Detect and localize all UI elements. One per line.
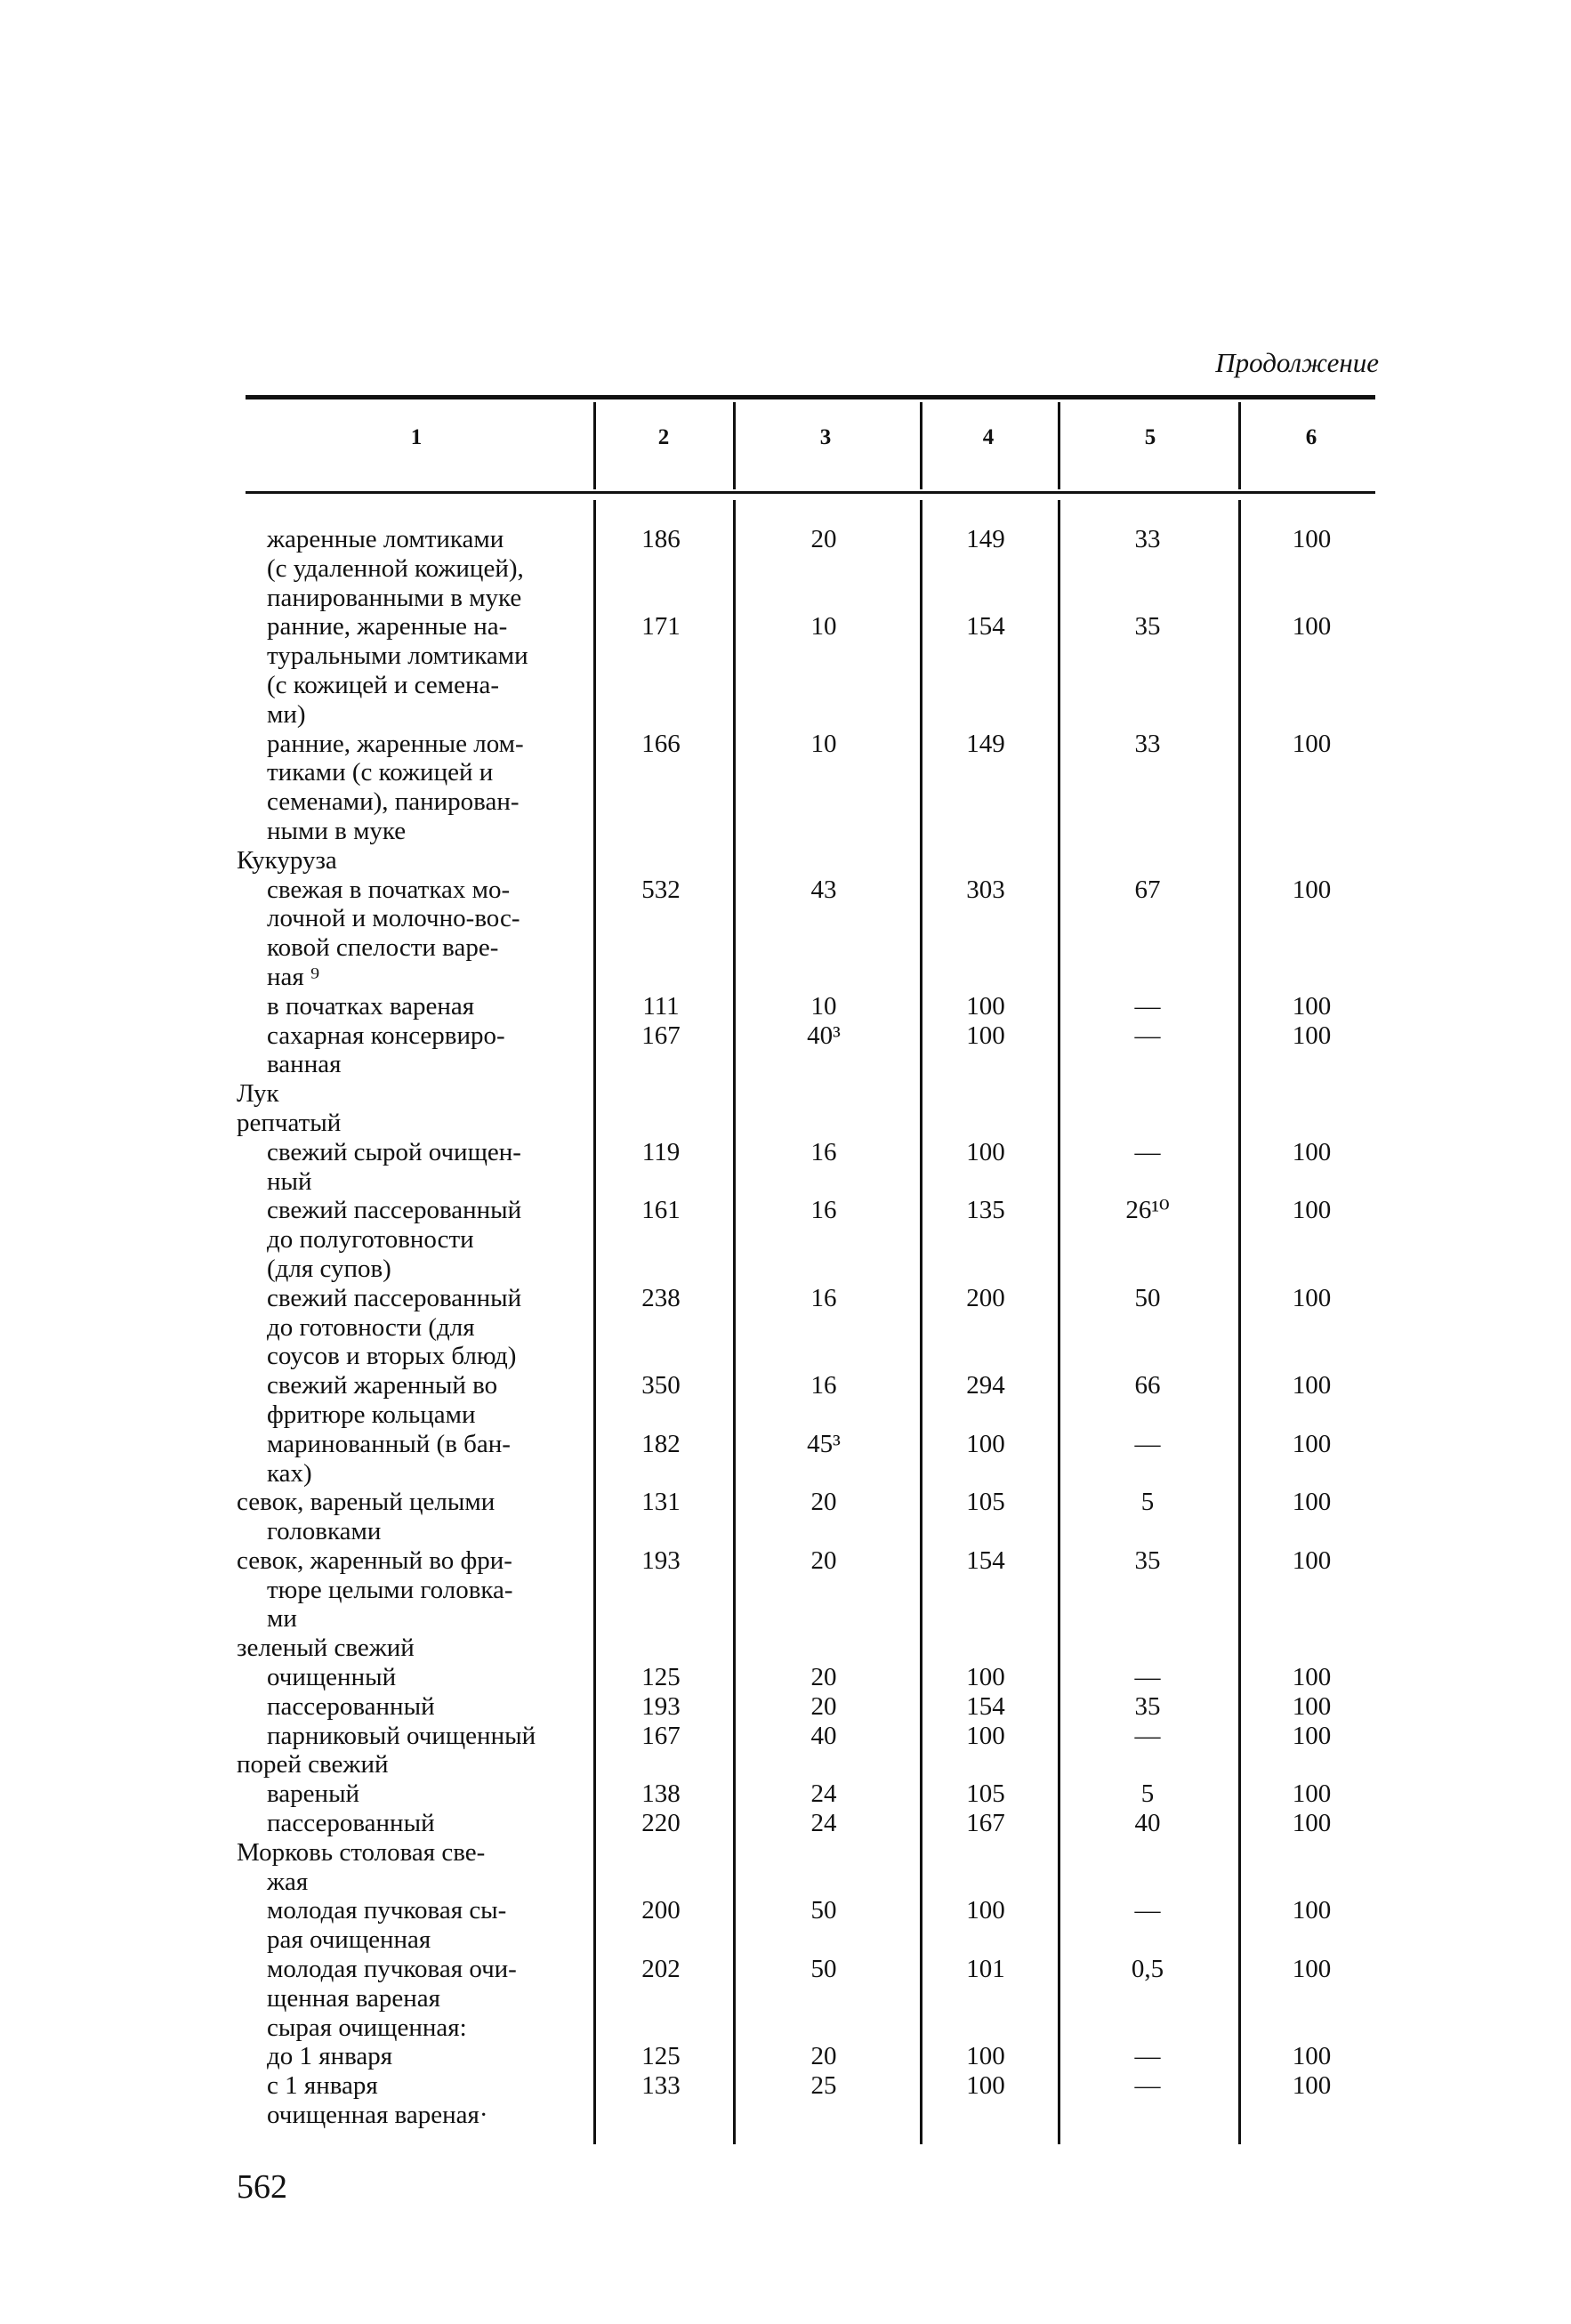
value-c4 [915,846,1056,876]
product-name-line: севок, вареный целыми [237,1488,495,1517]
product-name-line: свежая в початках мо- [267,875,511,904]
value-c6: 100 [1292,1663,1332,1692]
value-c4 [915,1750,1056,1779]
product-name-line: ная ⁹ [267,962,320,991]
product-name-line: тюре целыми головка- [267,1575,513,1604]
value-c2: 161 [641,1196,681,1225]
product-name-line: ми) [267,699,306,729]
value-c3 [732,1634,915,1663]
value-c5: 5 [1140,1488,1155,1517]
product-name [237,846,590,876]
value-c5: 40 [1134,1809,1161,1838]
value-c3: 20 [810,1488,837,1517]
value-c4: 101 [966,1955,1005,1984]
value-c2: 186 [641,525,681,553]
product-name-line: тиками (с кожицей и [267,758,494,787]
product-name-line: до готовности (для [267,1312,475,1342]
value-c5: — [1134,991,1161,1021]
product-name-line: зеленый свежий [237,1634,415,1663]
value-c4: 149 [966,729,1005,758]
product-name-line: пассерованный [267,1691,435,1721]
table-top-rule [246,395,1375,399]
value-c5: 33 [1134,729,1161,758]
product-name-line: очищенная вареная· [267,2101,488,2130]
product-name-line: свежий жаренный во [267,1371,498,1400]
product-name [237,1838,590,1897]
value-c3: 20 [810,1545,837,1575]
value-c3 [732,846,915,876]
value-c4: 303 [966,875,1005,904]
product-name-line: свежий сырой очищен- [267,1137,521,1166]
value-c6: 100 [1292,1283,1332,1312]
value-c5: — [1134,2071,1161,2101]
value-c2: 125 [641,1663,681,1692]
product-name-line: (с удаленной кожицей), [267,553,524,583]
value-c5 [1056,1079,1239,1109]
value-c6: 100 [1292,1779,1332,1809]
value-c6 [1239,1109,1384,1138]
value-c4: 100 [966,1896,1005,1925]
product-name-line: молодая пучковая сы- [267,1896,507,1925]
product-name [237,1955,590,2013]
value-c5: 26¹⁰ [1125,1196,1170,1225]
product-name [237,2013,590,2043]
value-c5: 35 [1134,1691,1161,1721]
value-c6: 100 [1292,1371,1332,1400]
product-name [237,1488,590,1546]
continuation-caption: Продолжение [1215,347,1379,378]
value-c3 [732,2101,915,2130]
product-name-line: до полуготовности [267,1225,474,1255]
value-c6: 100 [1292,1021,1332,1050]
product-name [237,1779,590,1809]
product-name-line: ными в муке [267,816,407,845]
value-c4: 149 [966,525,1005,553]
value-c4 [915,2013,1056,2043]
product-name-line: сырая очищенная: [267,2013,467,2042]
value-c5: 5 [1140,1779,1155,1809]
header-bottom-rule [246,491,1375,494]
product-name-line: Кукуруза [237,845,337,875]
value-c6: 100 [1292,729,1332,758]
value-c6: 100 [1292,1429,1332,1458]
value-c4: 294 [966,1371,1005,1400]
table-row [237,1284,1384,1371]
header-col-5: 5 [1144,425,1156,449]
value-c6: 100 [1292,1896,1332,1925]
value-c4: 100 [966,1663,1005,1692]
product-name [237,1021,590,1080]
value-c2 [590,846,732,876]
table-row [237,1838,1384,1897]
value-c4: 135 [966,1196,1005,1225]
value-c6: 100 [1292,1809,1332,1838]
product-name-line: головками [267,1517,382,1546]
value-c2: 131 [641,1488,681,1517]
value-c3: 50 [810,1896,837,1925]
table-row [237,1371,1384,1430]
product-name-line: маринованный (в бан- [267,1429,511,1458]
value-c2: 166 [641,729,681,758]
product-name-line: порей свежий [237,1750,389,1779]
value-c5: — [1134,1896,1161,1925]
value-c4: 100 [966,1021,1005,1050]
product-name-line: Лук [237,1079,279,1109]
value-c3: 10 [810,729,837,758]
column-divider [593,402,596,489]
product-name [237,1896,590,1955]
product-name [237,1634,590,1663]
value-c6: 100 [1292,1196,1332,1225]
product-name-line: соусов и вторых блюд) [267,1342,517,1371]
value-c6 [1239,2101,1384,2130]
product-name-line: щенная вареная [267,1983,440,2013]
value-c3: 50 [810,1955,837,1984]
value-c2 [590,1109,732,1138]
table-row [237,846,1384,876]
product-name [237,1109,590,1138]
value-c2: 171 [641,612,681,642]
product-name-line: ранние, жаренные лом- [267,729,524,758]
value-c4: 100 [966,1429,1005,1458]
table-row [237,525,1384,612]
table-row [237,1692,1384,1722]
value-c3: 10 [810,612,837,642]
product-name-line: семенами), панирован- [267,787,520,817]
table-row [237,1430,1384,1489]
value-c5: 50 [1134,1283,1161,1312]
table-row [237,1750,1384,1779]
value-c5: — [1134,1721,1161,1750]
value-c2 [590,1634,732,1663]
value-c6: 100 [1292,1691,1332,1721]
value-c6 [1239,1079,1384,1109]
value-c3 [732,1838,915,1897]
table-row [237,730,1384,846]
table-row [237,992,1384,1021]
value-c4: 100 [966,2042,1005,2071]
product-name [237,612,590,729]
value-c3: 20 [810,1663,837,1692]
value-c5: 33 [1134,525,1161,553]
value-c3: 20 [810,1691,837,1721]
table-row [237,1896,1384,1955]
value-c5: — [1134,1429,1161,1458]
value-c4: 154 [966,1545,1005,1575]
product-name-line: в початках вареная [267,991,475,1021]
value-c2 [590,1750,732,1779]
value-c3: 40³ [807,1021,841,1050]
value-c2: 532 [641,875,681,904]
value-c2: 200 [641,1896,681,1925]
value-c3: 24 [810,1779,837,1809]
value-c2: 133 [641,2071,681,2101]
page-number: 562 [237,2168,287,2206]
value-c6: 100 [1292,991,1332,1021]
value-c5: — [1134,1663,1161,1692]
value-c4: 200 [966,1283,1005,1312]
value-c3 [732,2013,915,2043]
value-c4: 100 [966,2071,1005,2101]
product-name [237,1079,590,1109]
value-c5: 35 [1134,1545,1161,1575]
value-c2 [590,1079,732,1109]
value-c4: 154 [966,1691,1005,1721]
value-c6 [1239,2013,1384,2043]
value-c4 [915,1838,1056,1897]
product-name [237,1722,590,1751]
value-c3: 20 [810,525,837,553]
value-c5 [1056,2013,1239,2043]
table-row [237,2071,1384,2101]
value-c6 [1239,1634,1384,1663]
product-name [237,2071,590,2101]
product-name-line: туральными ломтиками [267,642,528,671]
product-name [237,1430,590,1489]
value-c2 [590,2101,732,2130]
value-c3: 10 [810,991,837,1021]
value-c5: — [1134,1137,1161,1166]
value-c3: 20 [810,2042,837,2071]
value-c2: 193 [641,1545,681,1575]
product-name-line: (с кожицей и семена- [267,670,500,699]
product-name-line: жая [267,1867,309,1896]
product-name [237,1663,590,1692]
value-c6 [1239,846,1384,876]
value-c5: — [1134,2042,1161,2071]
value-c3: 16 [810,1283,837,1312]
value-c5: 67 [1134,875,1161,904]
value-c2: 238 [641,1283,681,1312]
value-c5: 35 [1134,612,1161,642]
value-c6 [1239,1750,1384,1779]
value-c5: 0,5 [1131,1955,1164,1984]
value-c5 [1056,2101,1239,2130]
value-c2: 138 [641,1779,681,1809]
table-row [237,2013,1384,2043]
header-col-4: 4 [982,425,995,449]
product-name-line: свежий пассерованный [267,1283,522,1312]
table-row [237,1079,1384,1109]
product-name-line: севок, жаренный во фри- [237,1545,512,1575]
value-c2: 182 [641,1429,681,1458]
product-name [237,1546,590,1634]
table-row [237,1955,1384,2013]
value-c6: 100 [1292,2042,1332,2071]
product-name-line: лочной и молочно-вос- [267,904,520,933]
value-c3: 45³ [807,1429,841,1458]
column-divider [1238,402,1241,489]
table-row [237,1546,1384,1634]
product-name-line: ванная [267,1050,342,1079]
product-name-line: Морковь столовая све- [237,1837,486,1867]
value-c3: 24 [810,1809,837,1838]
value-c4: 105 [966,1779,1005,1809]
product-name-line: ранние, жаренные на- [267,612,508,642]
product-name [237,1692,590,1722]
value-c4 [915,2101,1056,2130]
value-c2: 220 [641,1809,681,1838]
value-c6: 100 [1292,875,1332,904]
value-c5: 66 [1134,1371,1161,1400]
value-c2: 167 [641,1021,681,1050]
data-table [237,525,1384,2130]
table-row [237,1809,1384,1838]
product-name-line: репчатый [237,1108,342,1137]
value-c3 [732,1079,915,1109]
header-col-3: 3 [819,425,832,449]
value-c2: 119 [641,1137,681,1166]
value-c2 [590,1838,732,1897]
column-divider [733,402,736,489]
product-name-line: (для супов) [267,1254,391,1283]
value-c3: 16 [810,1371,837,1400]
value-c3 [732,1750,915,1779]
value-c3: 16 [810,1196,837,1225]
value-c5: — [1134,1021,1161,1050]
product-name-line: парниковый очищенный [267,1721,536,1750]
table-row [237,1634,1384,1663]
product-name-line: ми [267,1604,297,1634]
header-col-6: 6 [1305,425,1317,449]
table-body [237,525,1384,2130]
product-name [237,1196,590,1283]
product-name-line: ный [267,1166,312,1196]
product-name-line: ковой спелости варе- [267,933,499,963]
product-name-line: вареный [267,1779,360,1809]
product-name-line: свежий пассерованный [267,1196,522,1225]
table-row [237,1722,1384,1751]
table-row [237,1138,1384,1197]
value-c4: 100 [966,1721,1005,1750]
header-col-2: 2 [657,425,670,449]
product-name-line: молодая пучковая очи- [267,1955,517,1984]
table-row [237,876,1384,992]
product-name [237,1750,590,1779]
product-name [237,2042,590,2071]
value-c3: 40 [810,1721,837,1750]
value-c2: 167 [641,1721,681,1750]
value-c4 [915,1634,1056,1663]
product-name [237,1284,590,1371]
value-c5 [1056,846,1239,876]
table-row [237,1779,1384,1809]
product-name [237,1138,590,1197]
value-c6: 100 [1292,1545,1332,1575]
table-row [237,2042,1384,2071]
product-name [237,876,590,992]
table-row [237,1021,1384,1080]
value-c6: 100 [1292,1137,1332,1166]
table-row [237,2101,1384,2130]
value-c3: 16 [810,1137,837,1166]
value-c3 [732,1109,915,1138]
value-c3: 25 [810,2071,837,2101]
header-col-1: 1 [410,425,423,449]
product-name-line: жаренные ломтиками [267,525,504,553]
product-name-line: панированными в муке [267,583,522,612]
value-c2: 202 [641,1955,681,1984]
product-name-line: фритюре кольцами [267,1400,476,1429]
value-c6: 100 [1292,1721,1332,1750]
product-name-line: сахарная консервиро- [267,1021,505,1050]
value-c4: 154 [966,612,1005,642]
value-c5 [1056,1109,1239,1138]
value-c4: 100 [966,1137,1005,1166]
product-name [237,1371,590,1430]
value-c4: 100 [966,991,1005,1021]
value-c5 [1056,1838,1239,1897]
product-name-line: до 1 января [267,2042,393,2071]
product-name [237,1809,590,1838]
product-name [237,730,590,846]
value-c4: 105 [966,1488,1005,1517]
value-c2: 350 [641,1371,681,1400]
value-c5 [1056,1750,1239,1779]
product-name-line: пассерованный [267,1809,435,1838]
value-c6: 100 [1292,2071,1332,2101]
value-c6: 100 [1292,612,1332,642]
value-c6: 100 [1292,1488,1332,1517]
product-name [237,992,590,1021]
product-name-line: с 1 января [267,2071,378,2101]
product-name-line: очищенный [267,1663,397,1692]
column-divider [920,402,922,489]
value-c4 [915,1109,1056,1138]
value-c3: 43 [810,875,837,904]
value-c2: 125 [641,2042,681,2071]
table-row [237,1196,1384,1283]
value-c4: 167 [966,1809,1005,1838]
product-name-line: рая очищенная [267,1925,431,1955]
product-name-line: ках) [267,1458,312,1488]
table-row [237,1488,1384,1546]
table-row [237,612,1384,729]
product-name [237,2101,590,2130]
value-c4 [915,1079,1056,1109]
column-divider [1058,402,1060,489]
value-c2 [590,2013,732,2043]
table-row [237,1663,1384,1692]
value-c2: 193 [641,1691,681,1721]
table-row [237,1109,1384,1138]
value-c6 [1239,1838,1384,1897]
value-c5 [1056,1634,1239,1663]
value-c6: 100 [1292,525,1332,553]
value-c6: 100 [1292,1955,1332,1984]
value-c2: 111 [642,991,680,1021]
product-name [237,525,590,612]
